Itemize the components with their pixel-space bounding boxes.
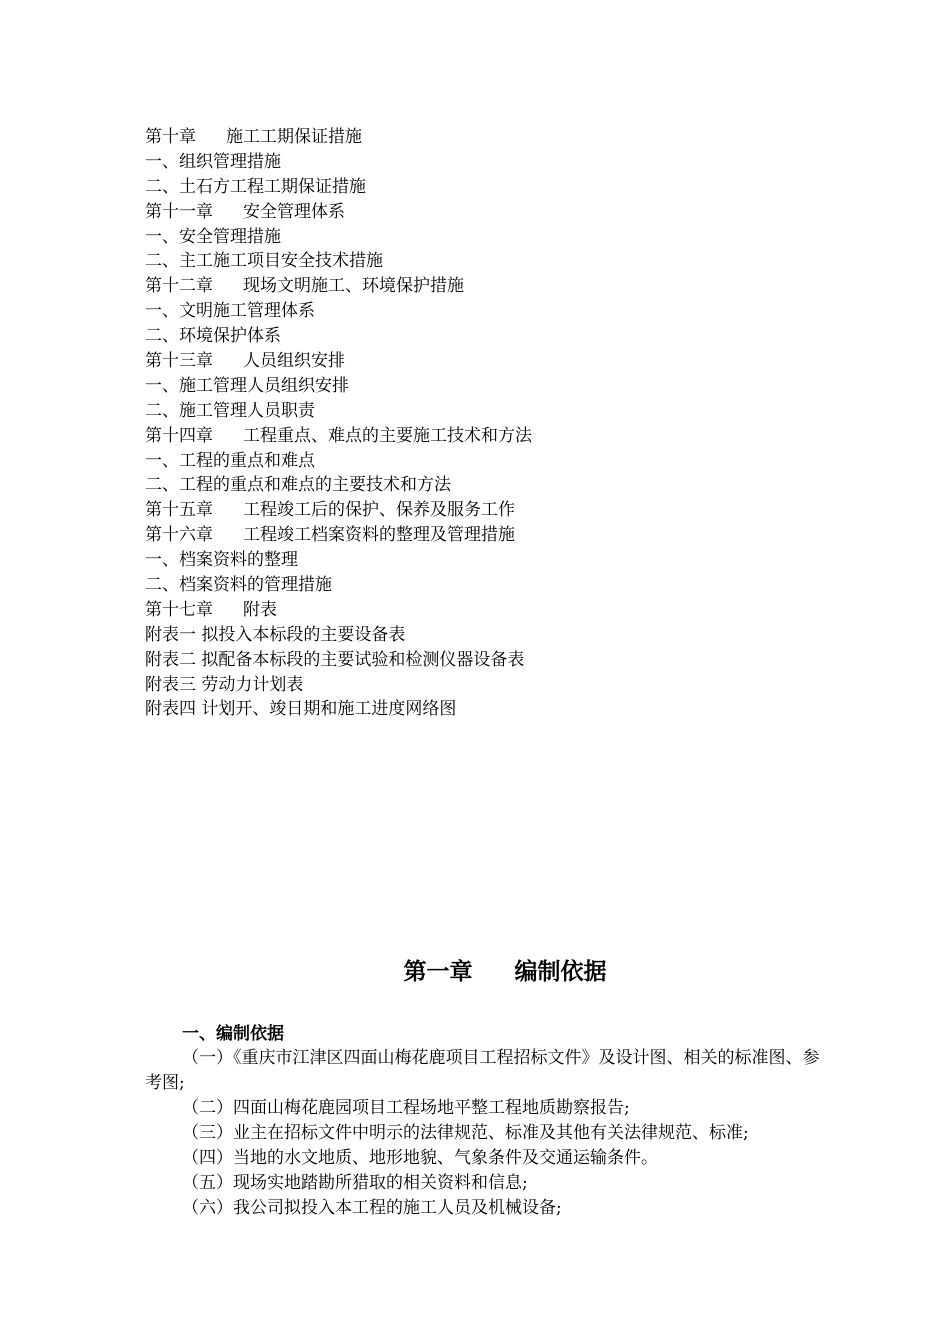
toc-chapter-title: 现场文明施工、环境保护措施 <box>243 276 464 297</box>
paragraph: （二）四面山梅花鹿园项目工程场地平整工程地质勘察报告; <box>182 1098 630 1118</box>
toc-section-line: 一、安全管理措施 <box>145 226 281 247</box>
toc-appendix-line: 附表四 计划开、竣日期和施工进度网络图 <box>145 699 457 720</box>
toc-appendix-line: 附表二 拟配备本标段的主要试验和检测仪器设备表 <box>145 649 525 670</box>
toc-section-line: 一、施工管理人员组织安排 <box>145 375 349 396</box>
toc-chapter-number: 第十章 <box>145 127 196 147</box>
toc-chapter-number: 第十二章 <box>145 276 213 297</box>
toc-section-line: 二、主工施工项目安全技术措施 <box>145 251 383 272</box>
toc-section-line: 一、文明施工管理体系 <box>145 301 315 322</box>
toc-section-line: 二、档案资料的管理措施 <box>145 575 332 596</box>
toc-chapter-number: 第十七章 <box>145 599 213 620</box>
toc-chapter-title: 人员组织安排 <box>243 351 345 372</box>
toc-chapter-title: 工程竣工档案资料的整理及管理措施 <box>243 525 515 546</box>
toc-chapter-number: 第十四章 <box>145 425 213 446</box>
paragraph: （六）我公司拟投入本工程的施工人员及机械设备; <box>182 1198 562 1218</box>
toc-chapter-title: 工程重点、难点的主要施工技术和方法 <box>243 425 532 446</box>
toc-chapter-line <box>145 200 845 225</box>
chapter-title: 编制依据 <box>514 959 607 985</box>
toc-chapter-line <box>145 498 845 523</box>
toc-chapter-title: 安全管理体系 <box>243 201 345 222</box>
toc-chapter-line <box>145 523 845 548</box>
toc-section-line: 一、组织管理措施 <box>145 151 281 172</box>
chapter-number: 第一章 <box>403 959 473 985</box>
toc-chapter-line <box>145 424 845 449</box>
toc-chapter-line <box>145 598 845 623</box>
toc-chapter-title: 附表 <box>243 599 277 620</box>
body-text <box>145 1046 835 1221</box>
paragraph: （三）业主在招标文件中明示的法律规范、标准及其他有关法律规范、标准; <box>182 1123 749 1143</box>
toc-chapter-title: 工程竣工后的保护、保养及服务工作 <box>243 500 515 521</box>
toc-chapter-title: 施工工期保证措施 <box>226 127 362 147</box>
toc-section-line: 二、土石方工程工期保证措施 <box>145 176 366 197</box>
toc-chapter-number: 第十六章 <box>145 525 213 546</box>
toc-chapter-line <box>145 125 845 150</box>
chapter-heading <box>0 954 950 990</box>
paragraph: （一）《重庆市江津区四面山梅花鹿项目工程招标文件》及设计图、相关的标准图、参考图; <box>145 1048 820 1093</box>
toc-chapter-number: 第十三章 <box>145 351 213 372</box>
toc-chapter-line <box>145 274 845 299</box>
toc-section-line: 一、工程的重点和难点 <box>145 450 315 471</box>
toc-chapter-number: 第十一章 <box>145 201 213 222</box>
toc-section-line: 二、工程的重点和难点的主要技术和方法 <box>145 475 451 496</box>
toc-section-line: 一、档案资料的整理 <box>145 550 298 571</box>
section-heading: 一、编制依据 <box>182 1024 284 1044</box>
toc-chapter-number: 第十五章 <box>145 500 213 521</box>
toc-appendix-line: 附表三 劳动力计划表 <box>145 674 304 695</box>
table-of-contents <box>145 125 845 722</box>
toc-appendix-line: 附表一 拟投入本标段的主要设备表 <box>145 624 406 645</box>
paragraph: （四）当地的水文地质、地形地貌、气象条件及交通运输条件。 <box>182 1148 658 1168</box>
toc-chapter-line <box>145 349 845 374</box>
paragraph: （五）现场实地踏勘所猎取的相关资料和信息; <box>182 1173 528 1193</box>
toc-section-line: 二、环境保护体系 <box>145 326 281 347</box>
toc-section-line: 二、施工管理人员职责 <box>145 400 315 421</box>
